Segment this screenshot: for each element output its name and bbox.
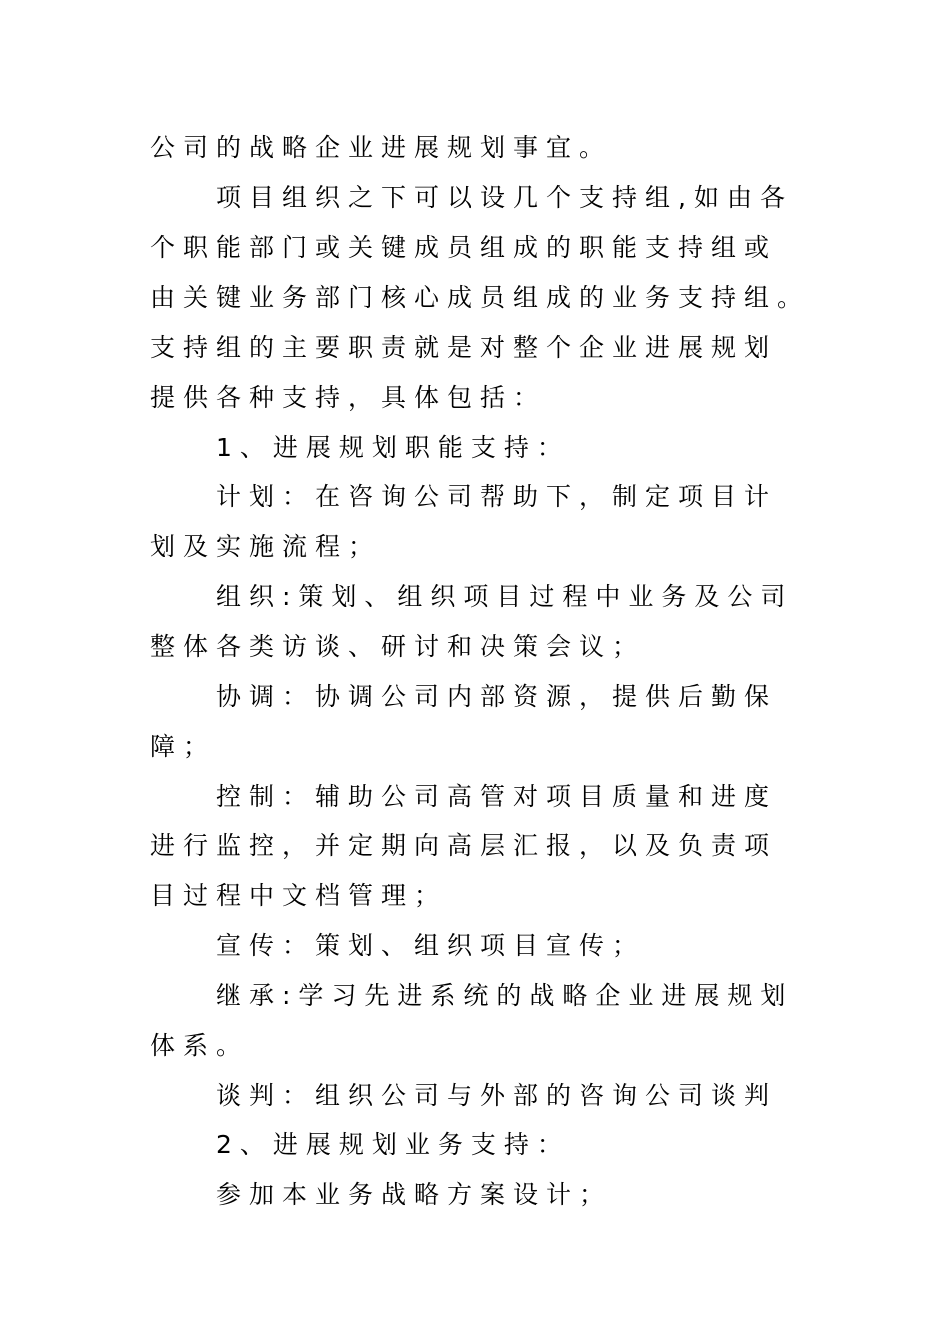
section-heading: 1、进展规划职能支持： <box>216 433 570 462</box>
text-line: 划及实施流程； <box>150 532 382 561</box>
text-line: 继承:学习先进系统的战略企业进展规划 <box>216 981 794 1010</box>
text-line: 进行监控，并定期向高层汇报，以及负责项 <box>150 831 778 860</box>
text-line: 谈判：组织公司与外部的咨询公司谈判 <box>216 1081 778 1110</box>
text-line: 整体各类访谈、研讨和决策会议； <box>150 632 646 661</box>
text-line: 公司的战略企业进展规划事宜。 <box>150 133 613 162</box>
text-line: 控制：辅助公司高管对项目质量和进度 <box>216 782 778 811</box>
text-line: 计划：在咨询公司帮助下，制定项目计 <box>216 482 778 511</box>
text-line: 协调：协调公司内部资源，提供后勤保 <box>216 682 778 711</box>
section-heading: 2、进展规划业务支持： <box>216 1130 570 1159</box>
text-line: 个职能部门或关键成员组成的职能支持组或 <box>150 233 778 262</box>
text-line: 项目组织之下可以设几个支持组,如由各 <box>216 183 793 212</box>
text-line: 提供各种支持，具体包括： <box>150 383 547 412</box>
text-line: 目过程中文档管理； <box>150 881 448 910</box>
text-line: 宣传：策划、组织项目宣传； <box>216 931 646 960</box>
text-line: 障； <box>150 732 217 761</box>
text-line: 组织:策划、组织项目过程中业务及公司 <box>216 582 794 611</box>
text-line: 支持组的主要职责就是对整个企业进展规划 <box>150 333 778 362</box>
text-line: 由关键业务部门核心成员组成的业务支持组。 <box>150 283 811 312</box>
text-line: 体系。 <box>150 1031 250 1060</box>
text-line: 参加本业务战略方案设计； <box>216 1180 613 1209</box>
